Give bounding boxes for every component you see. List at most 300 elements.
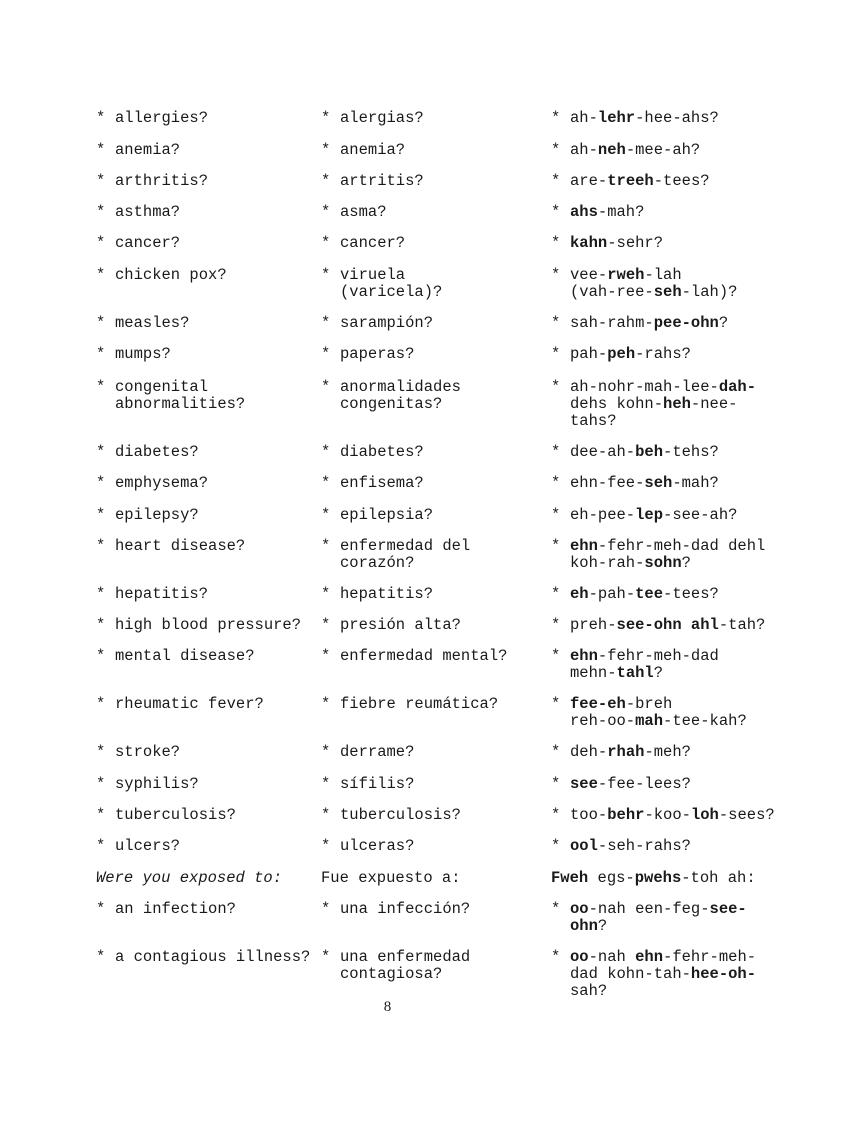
stressed-syllable: heh xyxy=(663,395,691,413)
bullet-marker: * xyxy=(551,474,561,492)
syllable-text: ah- xyxy=(570,141,598,159)
bullet-marker: * xyxy=(551,266,561,284)
bullet-marker: * xyxy=(96,109,106,127)
syllable-text: ? xyxy=(681,554,691,572)
bullet-marker: * xyxy=(321,172,331,190)
spanish-phrase xyxy=(321,807,549,824)
bullet-marker: * xyxy=(551,506,561,524)
syllable-text: -pah- xyxy=(588,585,636,603)
spanish-phrase-text: cancer? xyxy=(340,234,406,252)
bullet-marker: * xyxy=(96,775,106,793)
pronunciation-line xyxy=(551,807,851,824)
english-phrase-line xyxy=(96,379,318,396)
bullet-marker: * xyxy=(551,345,561,363)
spanish-phrase xyxy=(321,235,549,252)
english-phrase-text: chicken pox? xyxy=(115,266,227,284)
english-phrase xyxy=(96,586,318,603)
spanish-phrase-text: derrame? xyxy=(340,743,415,761)
spanish-phrase-text: presión alta? xyxy=(340,616,461,634)
pronunciation-line xyxy=(551,538,851,555)
pronunciation-line xyxy=(551,870,851,887)
syllable-text: -mah? xyxy=(672,474,719,492)
syllable-text: -see-ah? xyxy=(663,506,738,524)
syllable-text: -nee- xyxy=(690,395,738,413)
english-phrase-line xyxy=(96,776,318,793)
bullet-marker: * xyxy=(96,314,106,332)
syllable-text: ah- xyxy=(570,109,598,127)
english-phrase-line xyxy=(96,110,318,127)
bullet-marker: * xyxy=(96,695,106,713)
spanish-phrase-text: enfisema? xyxy=(340,474,424,492)
english-phrase-line xyxy=(96,838,318,855)
syllable-text: (vah-ree- xyxy=(570,283,654,301)
english-phrase-line xyxy=(96,901,318,918)
spanish-phrase-line xyxy=(321,204,549,221)
spanish-phrase-text: enfermedad mental? xyxy=(340,647,508,665)
spanish-phrase xyxy=(321,142,549,159)
english-phrase-text: emphysema? xyxy=(115,474,209,492)
spanish-phrase-text: corazón? xyxy=(340,554,415,572)
spanish-phrase xyxy=(321,507,549,524)
pronunciation xyxy=(551,235,851,252)
spanish-phrase-line xyxy=(321,235,549,252)
bullet-marker: * xyxy=(96,900,106,918)
spanish-phrase-text: sarampión? xyxy=(340,314,434,332)
english-phrase-line xyxy=(96,617,318,634)
english-phrase xyxy=(96,379,318,413)
pronunciation-line xyxy=(551,713,851,730)
english-phrase-text: a contagious illness? xyxy=(115,948,311,966)
bullet-marker: * xyxy=(321,900,331,918)
english-phrase-line xyxy=(96,315,318,332)
stressed-syllable: eh xyxy=(570,585,589,603)
spanish-phrase-line xyxy=(321,173,549,190)
english-phrase xyxy=(96,142,318,159)
bullet-marker: * xyxy=(551,585,561,603)
english-phrase-line xyxy=(96,807,318,824)
syllable-text: egs- xyxy=(588,869,635,887)
bullet-marker: * xyxy=(96,345,106,363)
syllable-text: -lah xyxy=(644,266,682,284)
pronunciation xyxy=(551,315,851,332)
spanish-phrase-text: ulceras? xyxy=(340,837,415,855)
english-phrase-line xyxy=(96,396,318,413)
pronunciation-line xyxy=(551,617,851,634)
english-phrase xyxy=(96,475,318,492)
bullet-marker: * xyxy=(96,443,106,461)
stressed-syllable: neh xyxy=(597,141,626,159)
syllable-text: ? xyxy=(653,664,664,682)
pronunciation-line xyxy=(551,555,851,572)
pronunciation-line xyxy=(551,744,851,761)
stressed-syllable: ehn xyxy=(570,537,598,555)
syllable-text: -fee-lees? xyxy=(597,775,691,793)
spanish-phrase-line xyxy=(321,110,549,127)
pronunciation-line xyxy=(551,173,851,190)
english-phrase-text: high blood pressure? xyxy=(115,616,302,634)
stressed-syllable: mah xyxy=(635,712,664,730)
english-phrase xyxy=(96,444,318,461)
spanish-phrase xyxy=(321,444,549,461)
bullet-marker: * xyxy=(321,585,331,603)
syllable-text: reh-oo- xyxy=(570,712,636,730)
bullet-marker: * xyxy=(321,695,331,713)
pronunciation-line xyxy=(551,901,851,918)
english-phrase xyxy=(96,838,318,855)
spanish-phrase xyxy=(321,696,549,713)
english-phrase-line xyxy=(96,475,318,492)
bullet-marker: * xyxy=(321,948,331,966)
english-phrase xyxy=(96,267,318,284)
english-phrase-line xyxy=(96,444,318,461)
bullet-marker: * xyxy=(551,172,561,190)
spanish-phrase-text: anormalidades xyxy=(340,378,461,396)
syllable-text: sah? xyxy=(570,982,608,1000)
bullet-marker: * xyxy=(321,506,331,524)
bullet-marker: * xyxy=(551,537,561,555)
english-phrase xyxy=(96,315,318,332)
bullet-marker: * xyxy=(551,837,561,855)
english-phrase-text: arthritis? xyxy=(115,172,209,190)
syllable-text: -mee-ah? xyxy=(625,141,701,159)
spanish-phrase-line xyxy=(321,538,549,555)
stressed-syllable: pee-ohn xyxy=(653,314,719,332)
bullet-marker: * xyxy=(321,141,331,159)
spanish-phrase-text: contagiosa? xyxy=(340,965,443,983)
pronunciation-line xyxy=(551,648,851,665)
spanish-phrase-text: hepatitis? xyxy=(340,585,434,603)
pronunciation-line xyxy=(551,444,851,461)
spanish-phrase-text: viruela xyxy=(340,266,406,284)
spanish-phrase xyxy=(321,586,549,603)
bullet-marker: * xyxy=(96,743,106,761)
stressed-syllable: oo xyxy=(570,900,589,918)
stressed-syllable: seh xyxy=(644,474,673,492)
english-phrase xyxy=(96,776,318,793)
english-phrase xyxy=(96,204,318,221)
spanish-phrase-line xyxy=(321,901,549,918)
english-phrase xyxy=(96,110,318,127)
spanish-phrase-text: tuberculosis? xyxy=(340,806,461,824)
pronunciation xyxy=(551,870,851,887)
syllable-text: dehs kohn- xyxy=(570,395,664,413)
english-phrase-text: heart disease? xyxy=(115,537,246,555)
bullet-marker: * xyxy=(96,378,106,396)
pronunciation-line xyxy=(551,838,851,855)
syllable-text: -tees? xyxy=(653,172,710,190)
pronunciation-line xyxy=(551,983,851,1000)
syllable-text: -tehs? xyxy=(663,443,719,461)
syllable-text: -fehr-meh- xyxy=(663,948,757,966)
english-phrase-text: measles? xyxy=(115,314,190,332)
pronunciation xyxy=(551,807,851,824)
syllable-text: -nah xyxy=(588,948,636,966)
spanish-phrase-line xyxy=(321,838,549,855)
stressed-syllable: ehn xyxy=(635,948,664,966)
pronunciation-line xyxy=(551,142,851,159)
pronunciation xyxy=(551,379,851,430)
bullet-marker: * xyxy=(96,203,106,221)
spanish-phrase-text: congenitas? xyxy=(340,395,443,413)
bullet-marker: * xyxy=(321,647,331,665)
syllable-text: -sehr? xyxy=(607,234,664,252)
stressed-syllable: oo xyxy=(570,948,589,966)
bullet-marker: * xyxy=(551,314,561,332)
bullet-marker: * xyxy=(551,141,561,159)
pronunciation xyxy=(551,838,851,855)
syllable-text: -sees? xyxy=(718,806,775,824)
english-phrase xyxy=(96,696,318,713)
syllable-text: vee- xyxy=(570,266,608,284)
syllable-text: deh- xyxy=(570,743,608,761)
spanish-phrase xyxy=(321,267,549,301)
spanish-phrase-text: diabetes? xyxy=(340,443,424,461)
stressed-syllable: seh xyxy=(653,283,682,301)
pronunciation xyxy=(551,173,851,190)
stressed-syllable: fee-eh xyxy=(570,695,626,713)
pronunciation-line xyxy=(551,586,851,603)
stressed-syllable: kahn xyxy=(570,234,608,252)
spanish-phrase-text: artritis? xyxy=(340,172,424,190)
syllable-text: -mah? xyxy=(597,203,645,221)
bullet-marker: * xyxy=(96,266,106,284)
spanish-phrase-line xyxy=(321,267,549,284)
english-phrase-line xyxy=(96,696,318,713)
spanish-phrase-line xyxy=(321,444,549,461)
spanish-phrase xyxy=(321,870,549,887)
pronunciation xyxy=(551,204,851,221)
bullet-marker: * xyxy=(321,443,331,461)
english-phrase-text: mumps? xyxy=(115,345,171,363)
bullet-marker: * xyxy=(96,474,106,492)
spanish-phrase xyxy=(321,315,549,332)
syllable-text: tahs? xyxy=(570,412,617,430)
bullet-marker: * xyxy=(96,585,106,603)
syllable-text: ehn-fee- xyxy=(570,474,645,492)
english-phrase xyxy=(96,870,318,887)
bullet-marker: * xyxy=(551,948,561,966)
pronunciation xyxy=(551,475,851,492)
stressed-syllable: rhah xyxy=(607,743,645,761)
english-phrase-text: cancer? xyxy=(115,234,181,252)
stressed-syllable: beh xyxy=(635,443,664,461)
bullet-marker: * xyxy=(96,506,106,524)
pronunciation-line xyxy=(551,918,851,935)
stressed-syllable: see-ohn ahl xyxy=(616,616,719,634)
bullet-marker: * xyxy=(321,743,331,761)
bullet-marker: * xyxy=(551,203,561,221)
english-phrase-text: mental disease? xyxy=(115,647,255,665)
syllable-text: eh-pee- xyxy=(570,506,636,524)
english-phrase-text: tuberculosis? xyxy=(115,806,236,824)
english-phrase xyxy=(96,507,318,524)
bullet-marker: * xyxy=(551,743,561,761)
stressed-syllable: pwehs xyxy=(634,869,682,887)
bullet-marker: * xyxy=(551,775,561,793)
bullet-marker: * xyxy=(551,234,561,252)
syllable-text: -fehr-meh-dad xyxy=(597,647,719,665)
spanish-phrase-line xyxy=(321,507,549,524)
english-phrase-line xyxy=(96,173,318,190)
english-phrase-text: an infection? xyxy=(115,900,236,918)
english-phrase-text: asthma? xyxy=(115,203,181,221)
bullet-marker: * xyxy=(96,141,106,159)
syllable-text: koh-rah- xyxy=(570,554,645,572)
pronunciation-line xyxy=(551,776,851,793)
stressed-syllable: hee-oh- xyxy=(690,965,757,983)
syllable-text: dad kohn-tah- xyxy=(570,965,691,983)
spanish-phrase-text: asma? xyxy=(340,203,387,221)
syllable-text: too- xyxy=(570,806,608,824)
english-phrase-line xyxy=(96,870,318,887)
bullet-marker: * xyxy=(551,806,561,824)
bullet-marker: * xyxy=(321,203,331,221)
spanish-phrase-text: Fue expuesto a: xyxy=(321,869,461,887)
spanish-phrase-text: enfermedad del xyxy=(340,537,471,555)
page-number: 8 xyxy=(383,999,392,1015)
bullet-marker: * xyxy=(321,266,331,284)
bullet-marker: * xyxy=(96,806,106,824)
english-phrase xyxy=(96,346,318,363)
pronunciation xyxy=(551,949,851,1000)
syllable-text: ? xyxy=(597,917,608,935)
syllable-text: mehn- xyxy=(570,664,617,682)
bullet-marker: * xyxy=(321,314,331,332)
pronunciation xyxy=(551,586,851,603)
spanish-phrase-line xyxy=(321,284,549,301)
pronunciation-line xyxy=(551,315,851,332)
english-phrase-line xyxy=(96,586,318,603)
pronunciation xyxy=(551,776,851,793)
spanish-phrase xyxy=(321,901,549,918)
spanish-phrase-line xyxy=(321,379,549,396)
spanish-phrase-line xyxy=(321,617,549,634)
stressed-syllable: ool xyxy=(570,837,598,855)
bullet-marker: * xyxy=(551,443,561,461)
spanish-phrase xyxy=(321,648,549,665)
bullet-marker: * xyxy=(321,474,331,492)
english-phrase xyxy=(96,173,318,190)
stressed-syllable: treeh xyxy=(607,172,654,190)
english-phrase-text: abnormalities? xyxy=(115,395,246,413)
stressed-syllable: peh xyxy=(607,345,636,363)
bullet-marker: * xyxy=(321,775,331,793)
spanish-phrase-text: sífilis? xyxy=(340,775,415,793)
spanish-phrase xyxy=(321,110,549,127)
pronunciation-line xyxy=(551,413,851,430)
english-phrase xyxy=(96,235,318,252)
english-phrase-text: congenital xyxy=(115,378,209,396)
stressed-syllable: ohn xyxy=(570,917,598,935)
pronunciation-line xyxy=(551,379,851,396)
pronunciation xyxy=(551,617,851,634)
syllable-text: -tah? xyxy=(718,616,766,634)
stressed-syllable: lehr xyxy=(597,109,636,127)
spanish-phrase-line xyxy=(321,142,549,159)
spanish-phrase xyxy=(321,538,549,572)
english-phrase xyxy=(96,744,318,761)
english-phrase-text: diabetes? xyxy=(115,443,199,461)
syllable-text: -tee-kah? xyxy=(663,712,747,730)
english-phrase xyxy=(96,807,318,824)
spanish-phrase-line xyxy=(321,475,549,492)
pronunciation xyxy=(551,267,851,301)
spanish-phrase-text: alergias? xyxy=(340,109,424,127)
english-phrase-text: Were you exposed to: xyxy=(96,869,283,887)
pronunciation xyxy=(551,538,851,572)
syllable-text: -tees? xyxy=(663,585,719,603)
stressed-syllable: see- xyxy=(709,900,747,918)
pronunciation-line xyxy=(551,949,851,966)
syllable-text: ah-nohr-mah-lee- xyxy=(570,378,719,396)
spanish-phrase-line xyxy=(321,346,549,363)
english-phrase-text: stroke? xyxy=(115,743,181,761)
bullet-marker: * xyxy=(321,345,331,363)
pronunciation xyxy=(551,901,851,935)
bullet-marker: * xyxy=(96,948,106,966)
bullet-marker: * xyxy=(321,806,331,824)
spanish-phrase-line xyxy=(321,807,549,824)
english-phrase-line xyxy=(96,142,318,159)
spanish-phrase-text: anemia? xyxy=(340,141,406,159)
bullet-marker: * xyxy=(96,172,106,190)
syllable-text: -hee-ahs? xyxy=(635,109,719,127)
english-phrase-line xyxy=(96,346,318,363)
spanish-phrase-text: una enfermedad xyxy=(340,948,471,966)
pronunciation xyxy=(551,696,851,730)
spanish-phrase-text: paperas? xyxy=(340,345,415,363)
syllable-text: -toh ah: xyxy=(681,869,756,887)
spanish-phrase xyxy=(321,949,549,983)
english-phrase-text: hepatitis? xyxy=(115,585,209,603)
english-phrase xyxy=(96,949,318,966)
english-phrase xyxy=(96,901,318,918)
bullet-marker: * xyxy=(551,109,561,127)
bullet-marker: * xyxy=(96,234,106,252)
english-phrase xyxy=(96,538,318,555)
pronunciation-line xyxy=(551,396,851,413)
spanish-phrase-text: epilepsia? xyxy=(340,506,434,524)
spanish-phrase xyxy=(321,838,549,855)
stressed-syllable: lep xyxy=(635,506,664,524)
english-phrase-line xyxy=(96,538,318,555)
bullet-marker: * xyxy=(321,537,331,555)
syllable-text: ? xyxy=(718,314,729,332)
english-phrase-line xyxy=(96,267,318,284)
stressed-syllable: behr xyxy=(607,806,645,824)
pronunciation-line xyxy=(551,507,851,524)
syllable-text: preh- xyxy=(570,616,617,634)
spanish-phrase xyxy=(321,204,549,221)
syllable-text: are- xyxy=(570,172,608,190)
spanish-phrase-text: una infección? xyxy=(340,900,471,918)
pronunciation-line xyxy=(551,110,851,127)
english-phrase-line xyxy=(96,204,318,221)
spanish-phrase xyxy=(321,173,549,190)
bullet-marker: * xyxy=(96,616,106,634)
stressed-syllable: loh xyxy=(690,806,719,824)
bullet-marker: * xyxy=(96,647,106,665)
english-phrase xyxy=(96,648,318,665)
pronunciation xyxy=(551,444,851,461)
spanish-phrase-line xyxy=(321,555,549,572)
pronunciation-line xyxy=(551,235,851,252)
pronunciation-line xyxy=(551,475,851,492)
pronunciation xyxy=(551,648,851,682)
bullet-marker: * xyxy=(551,616,561,634)
pronunciation xyxy=(551,507,851,524)
english-phrase-text: rheumatic fever? xyxy=(115,695,264,713)
